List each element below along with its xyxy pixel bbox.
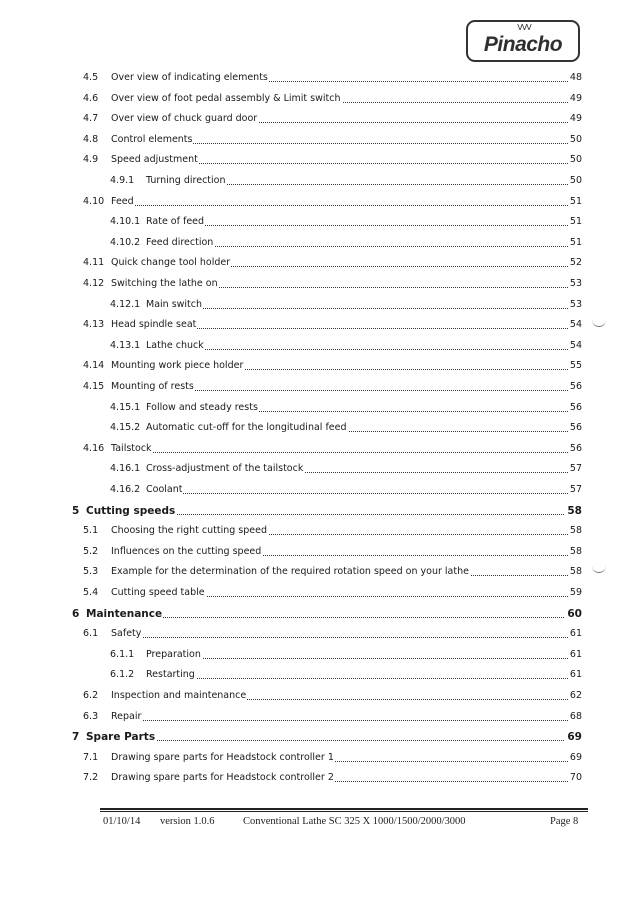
toc-entry-title: Preparation (146, 647, 202, 663)
toc-entry-number: 4.16.1 (110, 463, 141, 475)
toc-entry-number: 7.2 (83, 772, 99, 784)
toc-entry (0, 503, 636, 519)
toc-entry (0, 214, 636, 230)
toc-entry-page: 49 (568, 111, 582, 127)
toc-entry (0, 152, 636, 168)
toc-entry-page: 50 (568, 152, 582, 168)
toc-entry-title: Feed (111, 194, 135, 210)
toc-entry (0, 255, 636, 271)
toc-entry-page: 56 (568, 379, 582, 395)
toc-entry-page: 57 (568, 461, 582, 477)
toc-entry (0, 441, 636, 457)
footer-rule-thin (100, 811, 588, 812)
footer-page-number: Page 8 (550, 816, 579, 827)
toc-entry (0, 647, 636, 663)
toc-dot-leader (146, 658, 580, 659)
toc-entry-number: 5.2 (83, 545, 99, 557)
toc-entry-number: 4.10 (83, 195, 105, 207)
toc-entry-number: 4.7 (83, 113, 99, 125)
toc-dot-leader (146, 225, 580, 226)
toc-entry-number: 7 (72, 731, 80, 744)
toc-entry-title: Coolant (146, 482, 183, 498)
toc-entry-page: 61 (568, 626, 582, 642)
logo-text: Pinacho (483, 33, 563, 56)
toc-entry-number: 7.1 (83, 751, 99, 763)
toc-entry-page: 51 (568, 194, 582, 210)
toc-entry-number: 4.15.1 (110, 401, 141, 413)
toc-entry-title: Choosing the right cutting speed (111, 523, 268, 539)
toc-entry-page: 59 (568, 585, 582, 601)
toc-entry-title: Mounting of rests (111, 379, 195, 395)
toc-entry-page: 54 (568, 338, 582, 354)
toc-entry-title: Rate of feed (146, 214, 205, 230)
toc-entry (0, 626, 636, 642)
toc-entry-page: 51 (568, 214, 582, 230)
toc-entry (0, 91, 636, 107)
toc-entry-page: 61 (568, 647, 582, 663)
toc-entry (0, 729, 636, 745)
toc-entry-number: 4.15 (83, 381, 105, 392)
toc-entry (0, 132, 636, 148)
toc-entry-title: Cross-adjustment of the tailstock (146, 461, 304, 477)
footer-version: version 1.0.6 (160, 816, 215, 827)
toc-entry (0, 194, 636, 210)
toc-entry-title: Switching the lathe on (111, 276, 219, 292)
toc-entry-number: 5 (72, 504, 80, 517)
pinacho-logo (466, 20, 580, 62)
toc-entry-number: 5.1 (83, 525, 99, 537)
toc-entry (0, 606, 636, 622)
toc-entry (0, 461, 636, 477)
toc-entry-title: Follow and steady rests (146, 400, 259, 416)
toc-entry-title: Speed adjustment (111, 152, 199, 168)
toc-entry-number: 4.12 (83, 278, 105, 289)
toc-entry-number: 4.13.1 (110, 339, 141, 351)
toc-entry-title: Restarting (146, 667, 196, 683)
toc-entry-number: 4.13 (83, 319, 105, 331)
toc-entry-page: 49 (568, 91, 582, 107)
toc-entry-number: 6.1.2 (110, 669, 135, 681)
toc-entry-page: 55 (568, 358, 582, 374)
toc-entry (0, 585, 636, 601)
toc-entry (0, 688, 636, 704)
toc-entry-page: 52 (568, 255, 582, 271)
toc-entry-page: 51 (568, 235, 582, 251)
toc-entry-number: 6.1.1 (110, 648, 135, 660)
toc-dot-leader (111, 452, 580, 453)
toc-entry-number: 4.10.2 (110, 236, 141, 248)
toc-entry-title: Lathe chuck (146, 338, 205, 354)
toc-entry-page: 54 (568, 317, 582, 333)
toc-entry-number: 4.8 (83, 133, 99, 145)
toc-entry-number: 4.5 (83, 72, 99, 83)
toc-entry-number: 4.6 (83, 92, 99, 104)
toc-entry-title: Influences on the cutting speed (111, 544, 262, 560)
toc-dot-leader (111, 637, 580, 638)
toc-entry-page: 48 (568, 70, 582, 86)
toc-entry-title: Drawing spare parts for Headstock controller 2 (111, 770, 335, 786)
toc-entry-title: Over view of indicating elements (111, 70, 269, 86)
toc-entry-page: 62 (568, 688, 582, 704)
toc-entry-page: 58 (567, 504, 582, 517)
toc-dot-leader (86, 740, 580, 741)
toc-dot-leader (146, 678, 580, 679)
toc-entry (0, 482, 636, 498)
toc-entry (0, 358, 636, 374)
toc-entry-title: Control elements (111, 132, 193, 148)
toc-entry (0, 709, 636, 725)
toc-entry-title: Head spindle seat (111, 317, 197, 333)
toc-entry-title: Spare Parts (86, 731, 156, 744)
toc-entry-number: 6.3 (83, 710, 99, 722)
toc-entry-title: Safety (111, 626, 142, 642)
toc-dot-leader (111, 720, 580, 721)
toc-entry (0, 111, 636, 127)
toc-entry-title: Cutting speed table (111, 585, 206, 601)
toc-entry-title: Inspection and maintenance (111, 688, 247, 704)
toc-entry-page: 56 (568, 441, 582, 457)
toc-entry-page: 70 (568, 770, 582, 786)
toc-entry (0, 544, 636, 560)
toc-entry-title: Quick change tool holder (111, 255, 231, 271)
toc-entry (0, 523, 636, 539)
toc-entry (0, 297, 636, 313)
toc-entry-number: 4.12.1 (110, 298, 141, 310)
toc-entry-title: Over view of foot pedal assembly & Limit switch (111, 91, 342, 107)
toc-entry-number: 4.10.1 (110, 216, 141, 228)
toc-entry (0, 173, 636, 189)
toc-entry-page: 68 (568, 709, 582, 725)
toc-entry-title: Automatic cut-off for the longitudinal feed (146, 420, 348, 436)
toc-entry-number: 6.1 (83, 628, 99, 640)
toc-entry (0, 400, 636, 416)
toc-entry (0, 667, 636, 683)
toc-entry-number: 6 (72, 607, 80, 620)
toc-entry-page: 57 (568, 482, 582, 498)
toc-entry (0, 564, 636, 580)
toc-entry (0, 420, 636, 436)
toc-entry-title: Example for the determination of the required rotation speed on your lathe (111, 564, 470, 580)
toc-entry-number: 5.4 (83, 587, 99, 598)
toc-entry (0, 379, 636, 395)
toc-entry-number: 5.3 (83, 566, 99, 578)
toc-entry-page: 53 (568, 297, 582, 313)
toc-dot-leader (146, 349, 580, 350)
toc-entry (0, 70, 636, 86)
toc-entry (0, 770, 636, 786)
toc-dot-leader (111, 205, 580, 206)
toc-entry-page: 69 (568, 750, 582, 766)
toc-entry-page: 56 (568, 420, 582, 436)
toc-entry (0, 235, 636, 251)
toc-entry-number: 4.11 (83, 257, 105, 269)
toc-entry-number: 6.2 (83, 690, 99, 701)
toc-entry-title: Drawing spare parts for Headstock controller 1 (111, 750, 335, 766)
footer-date: 01/10/14 (103, 816, 141, 827)
toc-entry-number: 4.14 (83, 360, 105, 372)
footer-rule (100, 808, 588, 810)
toc-entry-page: 58 (568, 523, 582, 539)
toc-entry (0, 750, 636, 766)
toc-entry (0, 338, 636, 354)
toc-entry-title: Cutting speeds (86, 504, 176, 517)
toc-entry-title: Turning direction (146, 173, 226, 189)
toc-entry-title: Repair (111, 709, 142, 725)
toc-dot-leader (146, 308, 580, 309)
toc-entry-page: 61 (568, 667, 582, 683)
toc-entry-page: 50 (568, 132, 582, 148)
toc-entry-number: 4.9 (83, 154, 99, 166)
toc-entry-number: 4.16 (83, 442, 105, 454)
toc-entry-page: 58 (568, 564, 582, 580)
toc-entry-number: 4.15.2 (110, 422, 141, 434)
toc-entry-title: Feed direction (146, 235, 214, 251)
toc-entry-page: 60 (567, 607, 582, 620)
toc-entry-page: 58 (568, 544, 582, 560)
toc-entry-number: 4.9.1 (110, 175, 135, 186)
toc-entry-title: Main switch (146, 297, 203, 313)
toc-dot-leader (146, 493, 580, 494)
toc-entry-number: 4.16.2 (110, 484, 141, 495)
footer-product: Conventional Lathe SC 325 X 1000/1500/2000/3000 (243, 816, 466, 827)
toc-entry-page: 50 (568, 173, 582, 189)
logo-mark: VVV (517, 23, 531, 32)
toc-entry-page: 53 (568, 276, 582, 292)
toc-entry-title: Mounting work piece holder (111, 358, 244, 374)
toc-entry-page: 56 (568, 400, 582, 416)
toc-entry (0, 276, 636, 292)
toc-entry-title: Tailstock (111, 441, 153, 457)
toc-entry (0, 317, 636, 333)
toc-entry-title: Over view of chuck guard door (111, 111, 258, 127)
toc-entry-title: Maintenance (86, 607, 163, 620)
toc-entry-page: 69 (567, 731, 582, 744)
